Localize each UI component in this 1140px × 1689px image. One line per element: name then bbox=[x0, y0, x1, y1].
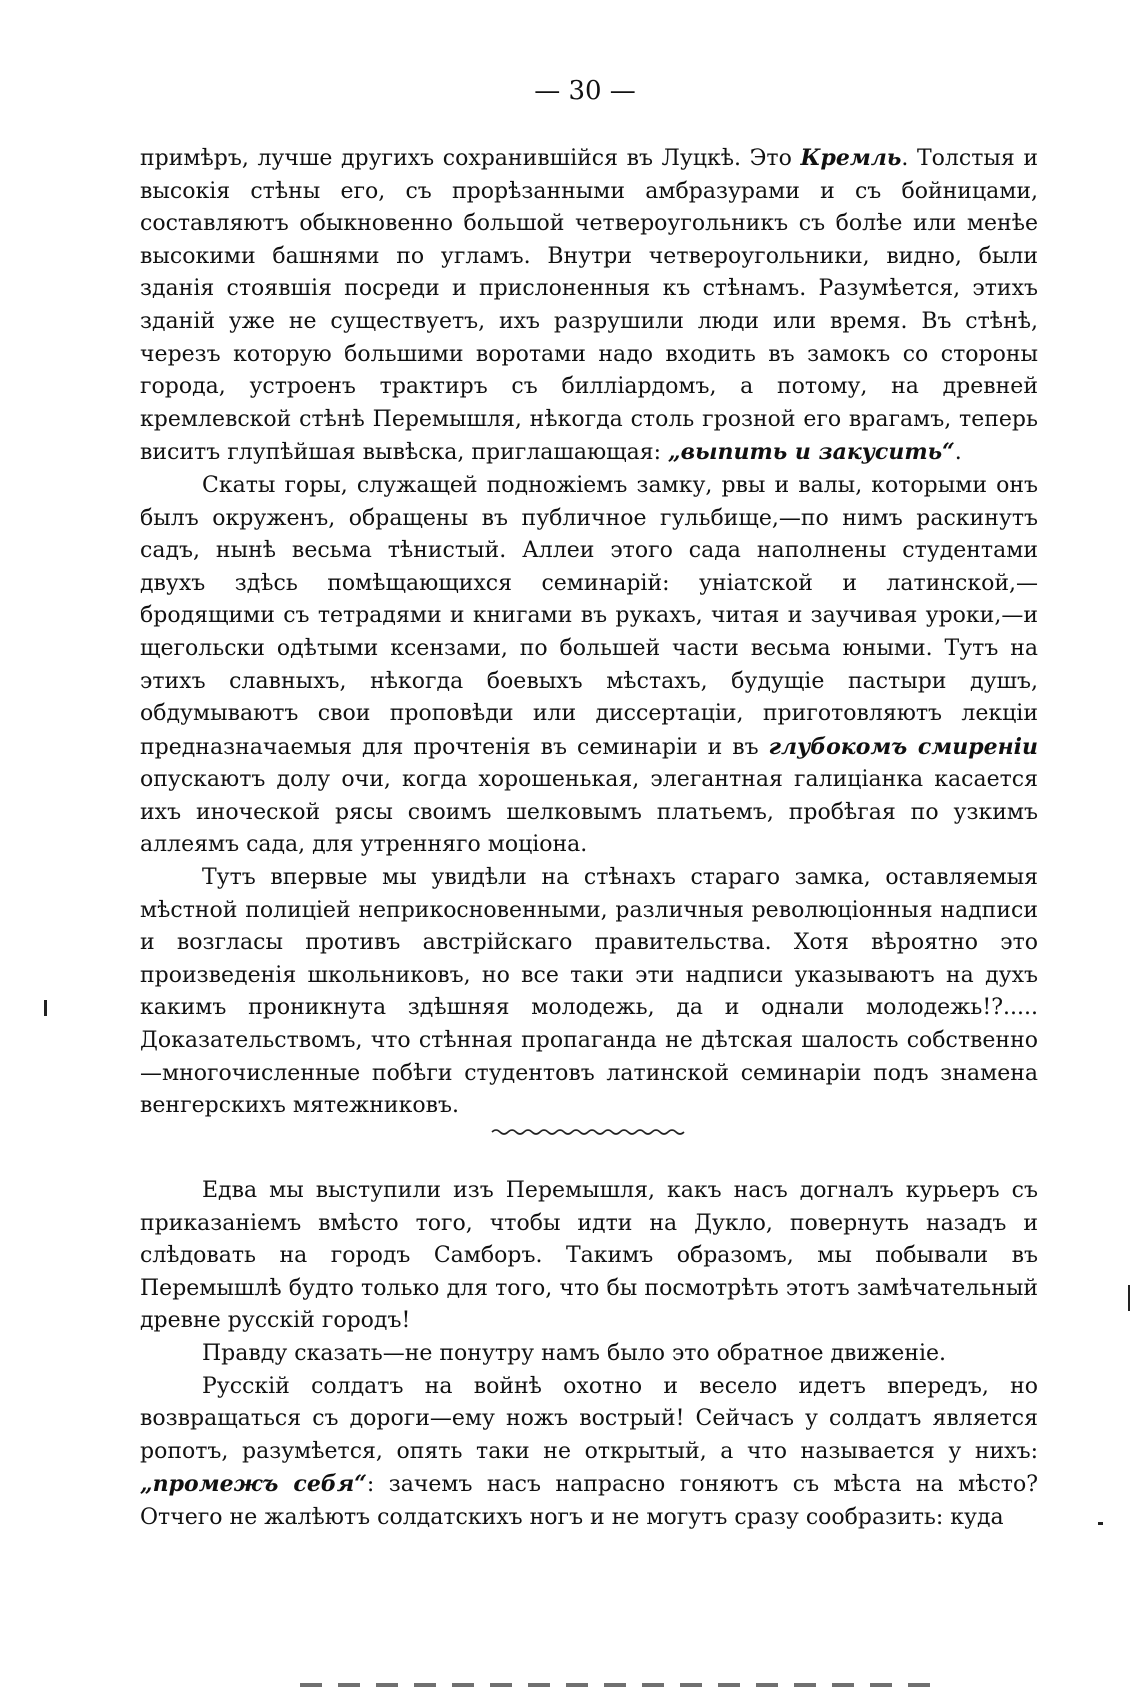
text-run: Скаты горы, служащей подножіемъ замку, рвы и валы, которыми онъ былъ окруженъ, обращены въ публичное гульбище,—по нимъ раскинутъ садъ, нынѣ весьма тѣнистый. Аллеи этого сада наполнены студентами двухъ здѣсь помѣщающихся семинарій: уніатской и латинской,—бродящими съ тетрадями и книгами въ рукахъ, читая и заучивая уроки,—и щегольски одѣтыми ксензами, по большей части весьма юными. Тутъ на этихъ славныхъ, нѣкогда боевыхъ мѣстахъ, будущіе пастыри душъ, обдумываютъ свои проповѣди или диссертаціи, приготовляютъ лекціи предназначаемыя для прочтенія въ семинаріи и въ bbox=[140, 472, 1038, 760]
paragraph-1 bbox=[140, 142, 1038, 470]
paragraph-5 bbox=[140, 1338, 1038, 1371]
scan-mark-left bbox=[44, 1000, 47, 1016]
text-run: Тутъ впервые мы увидѣли на стѣнахъ стараго замка, оставляемыя мѣстной полиціей неприкосновенными, различныя революціонныя надписи и возгласы противъ австрійскаго правительства. Хотя вѣроятно это произведенія школьниковъ, но все таки эти надписи указываютъ на духъ какимъ проникнута здѣшняя молодежь, да и однали молодежь!?..... Доказательствомъ, что стѣнная пропаганда не дѣтская шалость собственно—многочисленные побѣги студентовъ латинской семинаріи подъ знамена венгерскихъ мятежниковъ. bbox=[140, 865, 1038, 1119]
page-number: — 30 — bbox=[534, 76, 636, 106]
emphasized-text: Кремль bbox=[800, 145, 902, 171]
text-run: Русскій солдатъ на войнѣ охотно и весело идетъ впередъ, но возвращаться съ дороги—ему ножъ вострый! Сейчасъ у солдатъ является ропотъ, разумѣется, опять таки не открытый, а что называется у нихъ: bbox=[140, 1373, 1038, 1464]
text-section-1 bbox=[140, 142, 1038, 1123]
paragraph-6 bbox=[140, 1371, 1038, 1535]
text-section-2 bbox=[140, 1175, 1038, 1535]
section-divider-ornament bbox=[490, 1126, 686, 1138]
paragraph-4 bbox=[140, 1175, 1038, 1338]
paragraph-2 bbox=[140, 470, 1038, 862]
emphasized-text: „промежъ себя“ bbox=[140, 1471, 367, 1498]
text-run: Правду сказать—не понутру намъ было это обратное движеніе. bbox=[202, 1340, 947, 1366]
emphasized-text: глубокомъ смиреніи bbox=[768, 733, 1038, 760]
scan-mark-right bbox=[1128, 1285, 1130, 1311]
text-run: : зачемъ насъ напрасно гоняютъ съ мѣста на мѣсто? Отчего не жалѣютъ солдатскихъ ногъ и не могутъ сразу сообразить: куда bbox=[140, 1472, 1038, 1530]
paragraph-3 bbox=[140, 862, 1038, 1123]
bottom-scan-edge bbox=[300, 1683, 940, 1687]
emphasized-text: „выпить и закусить“ bbox=[668, 439, 955, 466]
scan-mark-right-small bbox=[1098, 1522, 1103, 1525]
text-run: опускаютъ долу очи, когда хорошенькая, элегантная галиціанка касается ихъ иноческой рясы своимъ шелковымъ платьемъ, пробѣгая по узкимъ аллеямъ сада, для утренняго моціона. bbox=[140, 767, 1038, 858]
text-run: . bbox=[954, 440, 962, 466]
text-run: примѣръ, лучше другихъ сохранившійся въ Луцкѣ. Это bbox=[140, 146, 801, 171]
text-run: Едва мы выступили изъ Перемышля, какъ насъ догналъ курьеръ съ приказаніемъ вмѣсто того, чтобы идти на Дукло, повернуть назадъ и слѣдовать на городъ Самборъ. Такимъ образомъ, мы побывали въ Перемышлѣ будто только для того, что бы посмотрѣть этотъ замѣчательный древне русскій городъ! bbox=[140, 1178, 1038, 1334]
text-run: . Толстыя и высокія стѣны его, съ прорѣзанными амбразурами и съ бойницами, составляютъ обыкновенно большой четвероугольникъ съ болѣе или менѣе высокими башнями по угламъ. Внутри четвероугольники, видно, были зданія стоявшія посреди и прислоненныя къ стѣнамъ. Разумѣется, этихъ зданій уже не существуетъ, ихъ разрушили люди или время. Въ стѣнѣ, черезъ которую большими воротами надо входить въ замокъ со стороны города, устроенъ трактиръ съ билліардомъ, а потому, на древней кремлевской стѣнѣ Перемышля, нѣкогда столь грозной его врагамъ, теперь виситъ глупѣйшая вывѣска, приглашающая: bbox=[140, 146, 1039, 466]
